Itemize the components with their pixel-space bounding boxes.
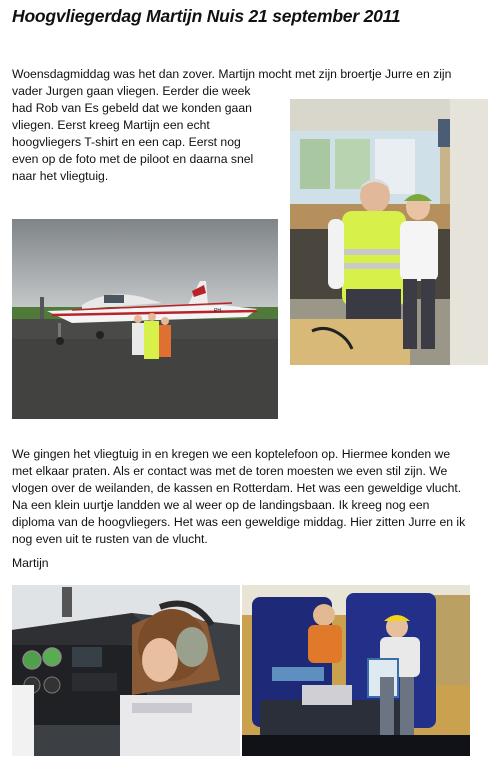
body-line: We gingen het vliegtuig in en kregen we een koptelefoon op. Hiermee konden we: [12, 447, 451, 461]
photo-boy-in-cockpit: [12, 585, 240, 756]
photo-boys-in-seats: [242, 585, 470, 756]
intro-line: naar het vliegtuig.: [12, 169, 109, 183]
body-line: Na een klein uurtje landden we al weer op de landingsbaan. Ik kreeg nog een: [12, 498, 430, 512]
intro-line: vliegen. Eerst kreeg Martijn een echt: [12, 118, 210, 132]
photo-pilot-and-boy: [290, 99, 488, 365]
intro-line: vader Jurgen gaan vliegen. Eerder die week: [12, 84, 251, 98]
plane-registration: PH-: [214, 308, 223, 314]
intro-line: Woensdagmiddag was het dan zover. Martijn mocht met zijn broertje Jurre en zijn: [12, 67, 452, 81]
body-paragraph: [12, 446, 465, 548]
intro-line: had Rob van Es gebeld dat we konden gaan: [12, 101, 252, 115]
body-line: met elkaar praten. Als er contact was met de toren moesten we even stil zijn. We: [12, 464, 448, 478]
body-line: nog even uit te rusten van de vlucht.: [12, 532, 208, 546]
signature: Martijn: [12, 556, 49, 570]
body-line: vlogen over de weilanden, de kassen en Rotterdam. Het was een geweldige vlucht.: [12, 481, 462, 495]
intro-line: even op de foto met de piloot en daarna snel: [12, 152, 254, 166]
photo-airplane-on-tarmac: [12, 219, 278, 419]
body-line: diploma van de hoogvliegers. Het was een geweldige middag. Hier zitten Jurre en ik: [12, 515, 466, 529]
intro-line: hoogvliegers T-shirt en een cap. Eerst nog: [12, 135, 241, 149]
page-title: Hoogvliegerdag Martijn Nuis 21 september 2011: [12, 6, 401, 26]
